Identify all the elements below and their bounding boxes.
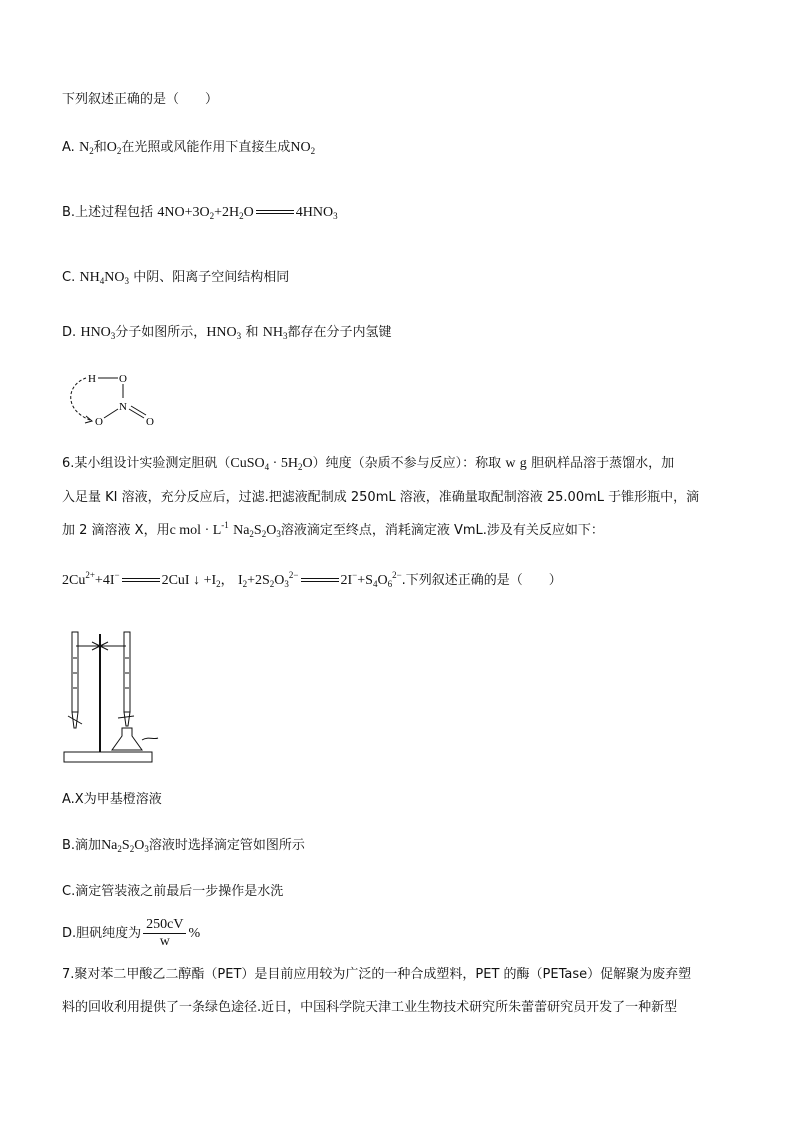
q6-text-a: 6.某小组设计实验测定胆矾（: [62, 456, 231, 471]
q6-text-line3b: 溶液滴定至终点，消耗滴定液 VmL.涉及有关反应如下：: [280, 523, 604, 538]
purity-fraction: [143, 917, 186, 950]
burette-right: [124, 632, 130, 712]
option-c-text: 中阴、阳离子空间结构相同: [133, 270, 290, 285]
equation-2: $I_2+2S_2O_3^{2-}$ $2I^-+S_4O_6^{2-}$: [237, 570, 402, 589]
atom-n: N: [119, 401, 127, 413]
atom-h: H: [88, 373, 96, 385]
q6-option-b: [62, 836, 305, 855]
formula-o2: $O_2$: [106, 140, 122, 156]
option-b-label: B.: [62, 205, 76, 220]
q6-stem-line-1: [62, 454, 674, 473]
stopcock-left: [68, 716, 82, 724]
burette-right-tip: [124, 712, 130, 726]
q7-text-line2: 料的回收利用提供了一条绿色途径.近日，中国科学院天津工业生物技术研究所朱蕾蕾研究员开发了一种新型: [62, 1000, 678, 1015]
hand: [142, 738, 158, 740]
reaction-equation: $4NO+3O_2+2H_2O$ $4HNO_3$: [157, 205, 338, 221]
fraction-denominator: w: [159, 934, 170, 949]
q6-option-a-text: A.X为甲基橙溶液: [62, 792, 162, 807]
q6-question: .下列叙述正确的是（ ）: [401, 573, 562, 588]
formula-n2: $N_2$: [79, 140, 94, 156]
fraction-numerator: 250cV: [143, 917, 186, 934]
q6-stem-line-3: [62, 521, 604, 540]
stem-text: 下列叙述正确的是（ ）: [62, 92, 219, 107]
q6-option-c: [62, 882, 283, 901]
option-a: [62, 138, 315, 157]
formula-no2: $NO_2$: [290, 140, 316, 156]
q6-stem-line-2: [62, 488, 699, 507]
titration-apparatus-figure: [62, 628, 162, 768]
q7-stem-line-1: [62, 965, 691, 984]
stopcock-right: [118, 716, 134, 718]
equals-sign: [256, 208, 294, 218]
formula-na2s2o3-2: $Na_2S_2O_3$: [101, 838, 149, 854]
q6-option-d: [62, 917, 200, 950]
q7-text-line1: 7.聚对苯二甲酸乙二醇酯（PET）是目前应用较为广泛的一种合成塑料，PET 的酶（PETase）促解聚为废弃塑: [62, 967, 692, 982]
atom-o1: O: [119, 373, 127, 385]
q6-text-line3a: 加 2 滴溶液 X，用: [62, 523, 170, 538]
formula-nh3: $NH_3$: [262, 325, 288, 341]
q6-option-b-label: B.滴加: [62, 838, 102, 853]
equation-1: $2Cu^{2+}+4I^-$ 2CuI ↓ $+I_2$: [62, 570, 221, 589]
option-b: [62, 203, 338, 222]
option-d-text-2: 都存在分子内氢键: [287, 325, 392, 340]
and-text: 和: [93, 140, 107, 155]
option-c: [62, 268, 289, 287]
stand-base: [64, 752, 152, 762]
formula-na2s2o3: $Na_2S_2O_3$: [233, 523, 281, 539]
formula-hno3-2: $HNO_3$: [206, 325, 242, 341]
option-a-text: 在光照或风能作用下直接生成: [121, 140, 291, 155]
burette-left: [72, 632, 78, 712]
hno3-structure-figure: [62, 365, 172, 430]
option-b-text: 上述过程包括: [75, 205, 154, 220]
q6-text-line2: 入足量 KI 溶液，充分反应后，过滤.把滤液配制成 250mL 溶液，准确量取配制溶液 25.00mL 于锥形瓶中，滴: [62, 490, 700, 505]
unit-g: g: [519, 456, 527, 471]
bond-n-o3-a: [129, 409, 144, 418]
var-w: w: [505, 456, 516, 471]
q6-option-a: [62, 790, 162, 809]
q6-text-c: 胆矾样品溶于蒸馏水，加: [531, 456, 675, 471]
q6-equations: [62, 571, 562, 590]
question-stem: [62, 90, 218, 109]
conical-flask: [112, 728, 142, 750]
q6-option-c-text: C.滴定管装液之前最后一步操作是水洗: [62, 884, 284, 899]
option-d-text-1: 分子如图所示，: [115, 325, 207, 340]
option-a-label: A.: [62, 140, 75, 155]
option-d: [62, 323, 392, 342]
bond-n-o2: [104, 409, 118, 418]
option-d-label: D.: [62, 325, 77, 340]
formula-nh4no3: $NH_4NO_3$: [79, 270, 129, 286]
q6-option-d-label: D.胆矾纯度为: [62, 926, 142, 941]
separator: ，: [220, 573, 234, 588]
atom-o3: O: [146, 416, 154, 428]
and-text-2: 和: [245, 325, 259, 340]
formula-hno3: $HNO_3$: [80, 325, 116, 341]
atom-o2: O: [95, 416, 103, 428]
percent-sign: %: [188, 926, 201, 941]
concentration: c mol · $L^{-1}$: [169, 520, 229, 538]
bond-n-o3-b: [131, 406, 146, 415]
q6-text-b: ）纯度（杂质不参与反应）：称取: [312, 456, 502, 471]
formula-cuso4: CuSO$_4$ · $5H_2O$: [230, 456, 313, 472]
q7-stem-line-2: [62, 998, 677, 1017]
q6-option-b-text: 溶液时选择滴定管如图所示: [148, 838, 305, 853]
option-c-label: C.: [62, 270, 76, 285]
